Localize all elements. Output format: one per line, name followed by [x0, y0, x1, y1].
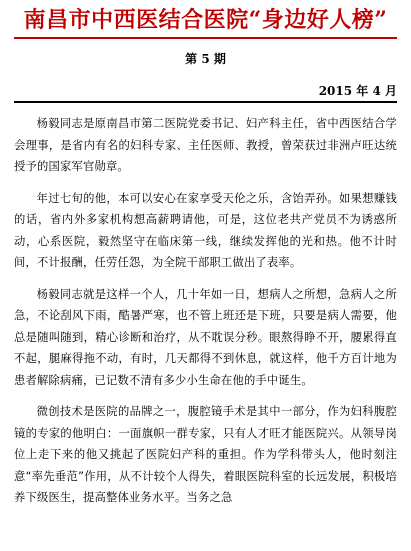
issue-number: 第 5 期	[185, 52, 226, 66]
issue-date: 2015 年 4 月	[318, 84, 397, 98]
date-divider	[14, 101, 397, 103]
document-title: 南昌市中西医结合医院“身边好人榜”	[23, 7, 388, 33]
paragraph-4: 微创技术是医院的品牌之一，腹腔镜手术是其中一部分，作为妇科腹腔镜的专家的他明白：一面旗帜一群专家，只有人才旺才能医院兴。从领导岗位上走下来的他又挑起了医院妇产科的重担。作为学科带头人，他时刻注意“率先垂范”作用，从不计较个人得失，着眼医院科室的长远发展，积极培养下级医生，提高整体业务水平。当务之急	[14, 405, 397, 504]
paragraph-2: 年过七旬的他，本可以安心在家享受天伦之乐，含饴弄孙。如果想赚钱的话，省内外多家机构想高薪聘请他，可是，这位老共产党员不为诱惑所动，心系医院，毅然坚守在临床第一线，继续发挥他的光和热。他不计时间，不计报酬，任劳任怨，为全院干部职工做出了表率。	[14, 191, 397, 269]
title-divider	[14, 37, 397, 39]
article-body	[14, 113, 397, 509]
paragraph-3: 杨毅同志就是这样一个人，几十年如一日，想病人之所想，急病人之所急，不论刮风下雨，酷暑严寒，也不管上班还是下班，只要是病人需要，他总是随叫随到，精心诊断和治疗，从不耽误分秒。眼熬得睁不开，腰累得直不起，腿麻得拖不动，有时，几天都得不到休息，就这样，他千方百计地为患者解除病痛，已记数不清有多少小生命在他的手中诞生。	[14, 287, 397, 387]
paragraph-1: 杨毅同志是原南昌市第二医院党委书记、妇产科主任，省中西医结合学会理事，是省内有名的妇科专家、主任医师、教授，曾荣获过非洲卢旺达统授予的国家军官勋章。	[14, 117, 397, 173]
